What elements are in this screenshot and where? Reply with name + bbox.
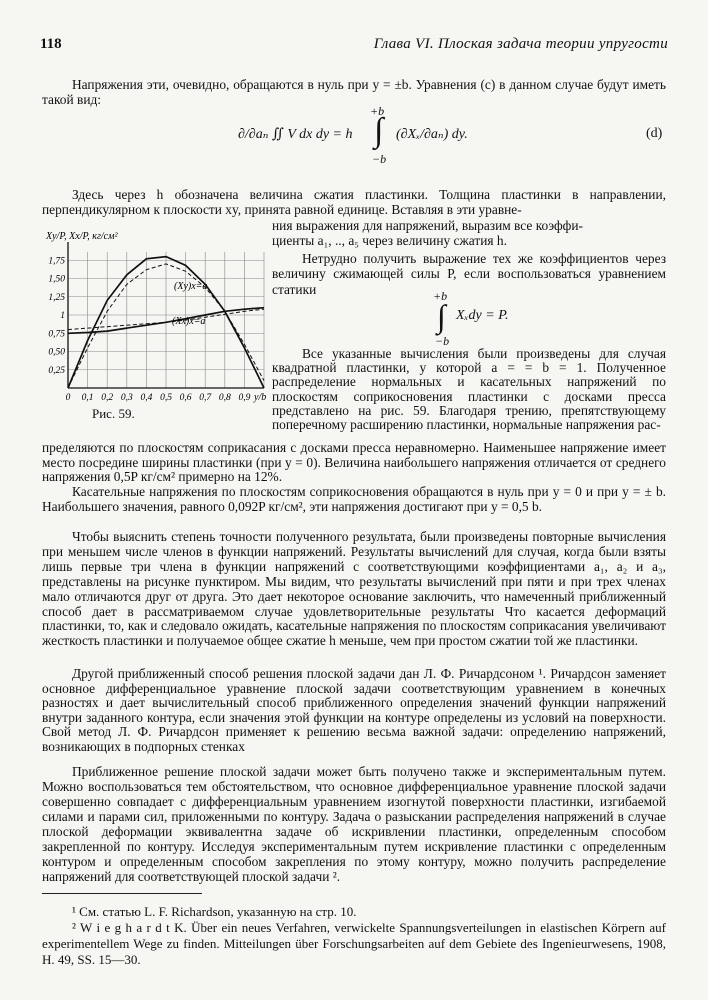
- x-tick-label: 0,9: [238, 393, 251, 403]
- curve-label-xx: (Xx)x=a: [172, 316, 206, 327]
- para-experimental: Приближенное решение плоской задачи может быть получено также и экспериментальным путем. Можно воспользоваться тем обстоятельством, что основное дифференциальное уравнение плоской задачи совершенно совпадает с дифференциальным уравнением изогнутой поверхности пластинки, изгибаемой силами и парами сил, приложенными по контуру. Задача о разыскании распределения напряжений в случае плоской деформации эквивалентна задаче об искривлении пластинки, определенным способом закрепленной по контуру. Исследуя экспериментальным путем искривление пластинки с определенным контуром и определенным способом закрепления по этому контуру, можно получить распределение напряжений для соответствующей плоской задачи ².: [42, 764, 666, 884]
- running-header: [40, 36, 668, 58]
- para-all-right: Все указанные вычисления были произведены для случая квадратной пластинки, у которой a = = b = 1. Полученное распределение нормальных и касательных напряжений по плоскостям соприкосновения пластинки с досками пресса представлено на рис. 59. Благодаря трению, препятствующему поперечному расширению пластинки, нормальные напряжения рас-: [272, 346, 666, 433]
- formula-d-lhs: ∂/∂aₙ ∬ V dx dy = h: [238, 127, 353, 142]
- x-tick-label: 0: [65, 393, 71, 403]
- x-tick-label: 0,8: [218, 393, 231, 403]
- y-tick-label: 0,25: [48, 365, 65, 376]
- para-tangent: Касательные напряжения по плоскостям соприкосновения обращаются в нуль при y = 0 и при y = ± b. Наибольшего значения, равного 0,092P кг/см², эти напряжения достигают при y = 0,5 b.: [42, 484, 666, 514]
- formula-p-lower: −b: [435, 334, 450, 348]
- figure-caption: Рис. 59.: [92, 406, 135, 421]
- formula-d-integral: ∫: [374, 112, 384, 149]
- formula-p-integral: ∫: [437, 298, 446, 334]
- y-tick-label: 1: [60, 311, 65, 321]
- page-number: 118: [40, 36, 62, 52]
- footnote-2: ² W i e g h a r d t K. Über ein neues Verfahren, verwickelte Spannungsverteilungen in elastischen Körpern auf experimentellem Wege zu finden. Mitteilungen über Forschungsarbeiten auf dem Gebiete des Ingenieurwesens, 1908, H. 49, SS. 15—30.: [42, 920, 666, 967]
- para-p: Нетрудно получить выражение тех же коэффициентов через величину сжимающей силы P, если воспользоваться уравнением статики: [272, 251, 666, 297]
- y-tick-label: 1,25: [48, 292, 65, 303]
- formula-d: [238, 126, 353, 143]
- curve-label-xy: (Xy)x=a: [174, 281, 208, 292]
- y-tick-label: 1,50: [48, 274, 65, 285]
- para-all-continued: пределяются по плоскостям соприкасания с досками пресса неравномерно. Наименьшее напряжение имеет место посредине ширины пластинки (при y = 0). Величина наибольшего напряжения отличается от среднего напряжения 0,5P кг/см² примерно на 12%.: [42, 440, 666, 484]
- footnote-1: ¹ См. статью L. F. Richardson, указанную на стр. 10.: [72, 904, 357, 919]
- y-axis-label: Xy/P, Xx/P, кг/см²: [46, 231, 118, 242]
- figure-59-chart: [44, 228, 270, 408]
- formula-p-body: Xₓdy = P.: [456, 308, 509, 323]
- formula-p-upper: +b: [433, 289, 448, 303]
- footnote-rule: [42, 893, 202, 894]
- formula-d-lower: −b: [372, 152, 387, 166]
- para-accuracy: Чтобы выяснить степень точности полученного результата, были произведены повторные вычисления при меньшем числе членов в функции напряжений. Результаты вычислений для случая, когда были взяты лишь первые три члена в функции напряжений с соответствующими коэффициентами a₁, a₂ и a₃, представлены на рисунке пунктиром. Мы видим, что результаты вычислений при пяти и при трех членах мало отличаются друг от друга. Это дает некоторое основание заключить, что намеченный приближенный способ дает в рассматриваемом случае удовлетворительные результаты Что касается деформаций пластинки, то, как и следовало ожидать, касательные напряжения по плоскостям соприкасания увеличивают жесткость пластинки и получаемое общее сжатие h меньше, чем при простом сжатии той же пластинки.: [42, 529, 666, 649]
- chapter-title: Глава VI. Плоская задача теории упругости: [373, 36, 668, 52]
- equation-number-d: (d): [646, 126, 663, 141]
- y-tick-label: 0,50: [48, 347, 65, 358]
- x-tick-label: 0,1: [81, 393, 94, 403]
- para-h-right-2: циенты a₁, .., a₅ через величину сжатия h.: [272, 233, 507, 248]
- formula-d-upper: +b: [370, 104, 385, 118]
- formula-d-rhs: (∂Xₓ/∂aₙ) dy.: [396, 127, 468, 142]
- para-h-right-1: ния выражения для напряжений, выразим все коэффи-: [272, 218, 583, 233]
- x-axis-label: y/b: [254, 392, 267, 403]
- figure-59: [44, 228, 270, 408]
- x-tick-label: 0,2: [101, 393, 114, 403]
- y-tick-label: 1,75: [48, 256, 65, 267]
- x-tick-label: 0,7: [199, 393, 212, 403]
- y-tick-label: 0,75: [48, 329, 65, 340]
- para-richardson: Другой приближенный способ решения плоской задачи дан Л. Ф. Ричардсоном ¹. Ричардсон заменяет основное дифференциальное уравнение плоской задачи соответствующим уравнением в конечных разностях и дает вычислительный способ приближенного определения значений функции напряжений внутри заданного контура, если значения этой функции на контуре определены из условий на поверхности. Свой метод Л. Ф. Ричардсон применяет к решению весьма важной задачи: определению напряжений, возникающих в подпорных стенках: [42, 666, 666, 754]
- x-tick-label: 0,4: [140, 393, 153, 403]
- x-tick-label: 0,5: [160, 393, 172, 403]
- x-tick-label: 0,3: [120, 393, 133, 403]
- intro-paragraph: Напряжения эти, очевидно, обращаются в нуль при y = ±b. Уравнения (c) в данном случае будут иметь такой вид:: [42, 77, 666, 108]
- x-tick-label: 0,6: [179, 393, 192, 403]
- para-h-first: Здесь через h обозначена величина сжатия пластинки. Толщина пластинки в направлении, перпендикулярном к плоскости xy, принята равной единице. Вставляя в эти уравне-: [42, 187, 666, 218]
